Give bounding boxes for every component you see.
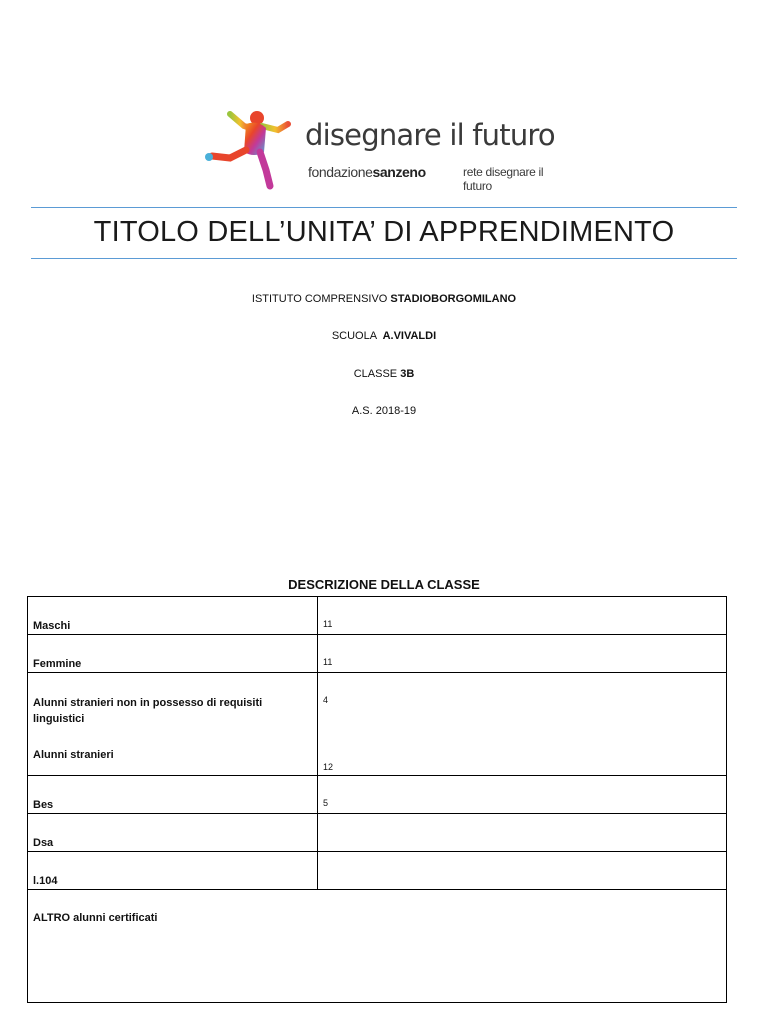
row-value-cell <box>318 814 727 852</box>
row-value: 4 <box>323 695 329 705</box>
logo-foundation-bold: sanzeno <box>372 164 426 180</box>
row-value: 5 <box>323 798 329 808</box>
row-value: 11 <box>323 657 333 667</box>
row-value-secondary: 12 <box>323 762 334 772</box>
row-label-cell <box>28 814 318 852</box>
istituto-label: ISTITUTO COMPRENSIVO <box>251 293 391 305</box>
istituto-line <box>0 293 768 305</box>
scuola-label: SCUOLA <box>331 330 383 342</box>
table-row <box>28 635 727 673</box>
table-row <box>28 776 727 814</box>
logo-foundation-light: fondazione <box>308 164 373 180</box>
istituto-value: STADIOBORGOMILANO <box>390 293 517 305</box>
row-label-cell <box>28 776 318 814</box>
table-title: DESCRIZIONE DELLA CLASSE <box>288 577 480 592</box>
classe-label: CLASSE <box>353 368 401 380</box>
row-value-cell <box>318 776 727 814</box>
row-label-cell <box>28 852 318 890</box>
soccer-player-logo-icon <box>200 104 295 194</box>
class-description-table <box>27 596 727 1003</box>
row-value-cell <box>318 673 727 776</box>
logo <box>200 104 570 194</box>
row-label: Dsa <box>33 837 54 849</box>
classe-value: 3B <box>400 368 415 380</box>
row-label: Alunni stranieri non in possesso di requisiti linguistici <box>33 697 263 725</box>
table-row <box>28 890 727 1003</box>
row-label: l.104 <box>33 875 58 887</box>
logo-network: rete disegnare il futuro <box>463 165 544 193</box>
row-label: Femmine <box>33 658 82 670</box>
title-bottom-rule <box>31 258 737 259</box>
row-value-cell <box>318 635 727 673</box>
row-label: Bes <box>33 799 54 811</box>
classe-line <box>0 368 768 380</box>
row-label-cell <box>28 890 727 1003</box>
row-label-secondary: Alunni stranieri <box>33 749 114 761</box>
table-row <box>28 852 727 890</box>
row-label: ALTRO alunni certificati <box>33 912 158 924</box>
page-title: TITOLO DELL’UNITA’ DI APPRENDIMENTO <box>93 216 675 248</box>
row-value-cell <box>318 597 727 635</box>
table-row <box>28 814 727 852</box>
logo-title: disegnare il futuro <box>305 118 555 152</box>
scuola-value: A.VIVALDI <box>382 330 437 342</box>
anno-line: A.S. 2018-19 <box>351 405 417 417</box>
row-value: 11 <box>323 619 333 629</box>
table-row <box>28 673 727 776</box>
logo-foundation <box>308 164 426 180</box>
row-value-cell <box>318 852 727 890</box>
title-top-rule <box>31 207 737 208</box>
scuola-line <box>0 330 768 342</box>
row-label: Maschi <box>33 620 71 632</box>
row-label-cell <box>28 635 318 673</box>
row-label-cell <box>28 597 318 635</box>
table-row <box>28 597 727 635</box>
row-label-cell <box>28 673 318 776</box>
